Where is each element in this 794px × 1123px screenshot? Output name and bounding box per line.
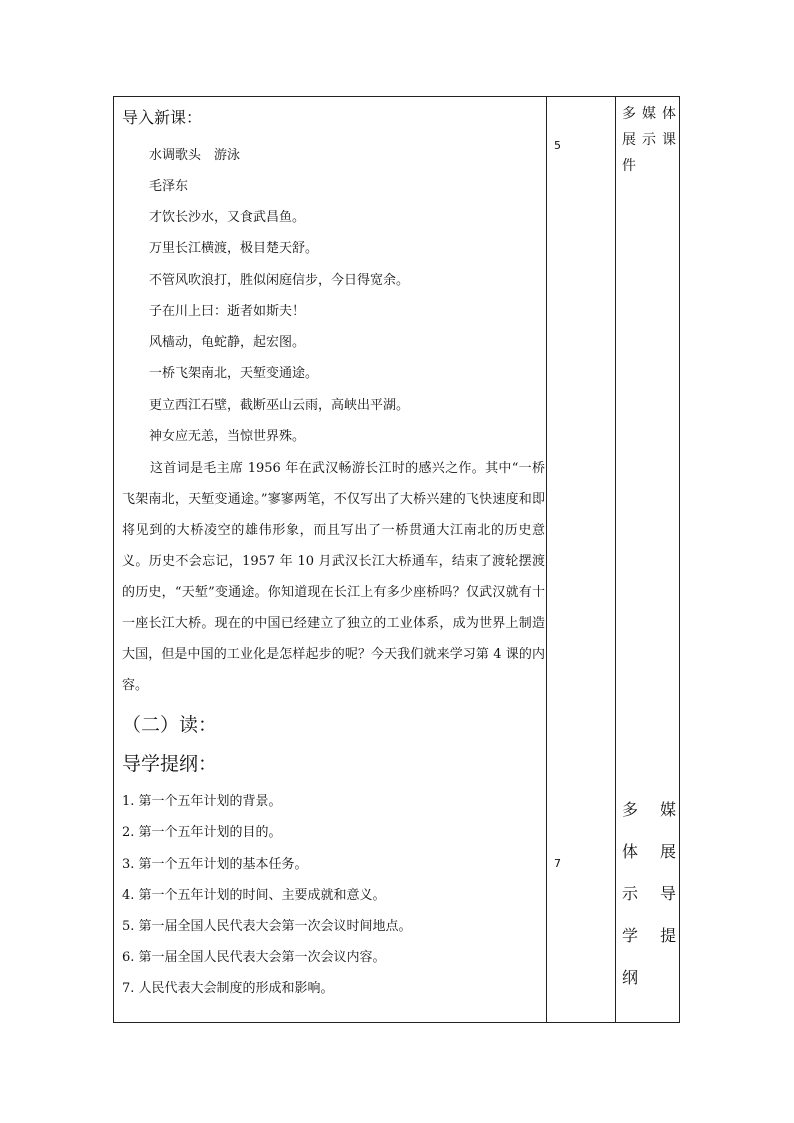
lesson-plan-table [113, 96, 680, 1023]
outline-item: 7. 人民代表大会制度的形成和影响。 [122, 981, 334, 996]
poem-line: 一桥飞架南北，天堑变通途。 [149, 366, 319, 381]
outline-item: 3. 第一个五年计划的基本任务。 [122, 857, 308, 872]
outline-item: 6. 第一届全国人民代表大会第一次会议内容。 [122, 950, 386, 965]
read-method [622, 789, 676, 999]
method-line: 件 [622, 158, 636, 174]
poem-line: 风樯动，龟蛇静，起宏图。 [149, 335, 306, 350]
method-line: 展示课 [622, 132, 676, 148]
method-line: 多媒 [622, 800, 676, 819]
method-line: 纲 [622, 968, 639, 987]
outline-item: 1. 第一个五年计划的背景。 [122, 794, 282, 809]
poem-line: 水调歌头 游泳 [149, 148, 241, 163]
poem-line: 神女应无恙，当惊世界殊。 [149, 429, 306, 444]
poem-line: 才饮长沙水，又食武昌鱼。 [149, 210, 306, 225]
poem-line: 不管风吹浪打，胜似闲庭信步，今日得宽余。 [149, 273, 410, 288]
poem-line: 更立西江石壁，截断巫山云雨，高峡出平湖。 [149, 398, 410, 413]
intro-paragraph: 这首词是毛主席 1956 年在武汉畅游长江时的感兴之作。其中“一桥飞架南北，天堑变通途。”寥寥两笔，不仅写出了大桥兴建的飞快速度和即将见到的大桥凌空的雄伟形象，而且写出了一桥贯通大江南北的历史意义。历史不会忘记，1957 年 10 月武汉长江大桥通车，结束了渡轮摆渡的历史，“天堑”变通途。你知道现在长江上有多少座桥吗？仅武汉就有十一座长江大桥。现在的中国已经建立了独立的工业体系，成为世界上制造大国，但是中国的工业化是怎样起步的呢？今天我们就来学习第 4 课的内容。 [122, 461, 545, 693]
poem-line: 子在川上曰：逝者如斯夫！ [149, 304, 306, 319]
outline-item: 4. 第一个五年计划的时间、主要成就和意义。 [122, 888, 386, 903]
column-divider-method [615, 97, 616, 1022]
poem-line: 万里长江横渡，极目楚天舒。 [149, 241, 319, 256]
method-line: 示导 [622, 884, 676, 903]
intro-heading: 导入新课： [122, 108, 203, 127]
poem-line: 毛泽东 [149, 179, 189, 194]
read-heading: （二）读： [122, 714, 218, 736]
column-divider-time [546, 97, 547, 1022]
outline-item: 2. 第一个五年计划的目的。 [122, 825, 282, 840]
method-line: 体展 [622, 842, 676, 861]
intro-method [622, 101, 676, 179]
read-time: 7 [554, 857, 561, 870]
intro-time: 5 [554, 139, 561, 152]
outline-item: 5. 第一届全国人民代表大会第一次会议时间地点。 [122, 919, 412, 934]
method-line: 学提 [622, 926, 676, 945]
method-line: 多媒体 [622, 106, 676, 122]
outline-heading: 导学提纲： [122, 753, 218, 775]
